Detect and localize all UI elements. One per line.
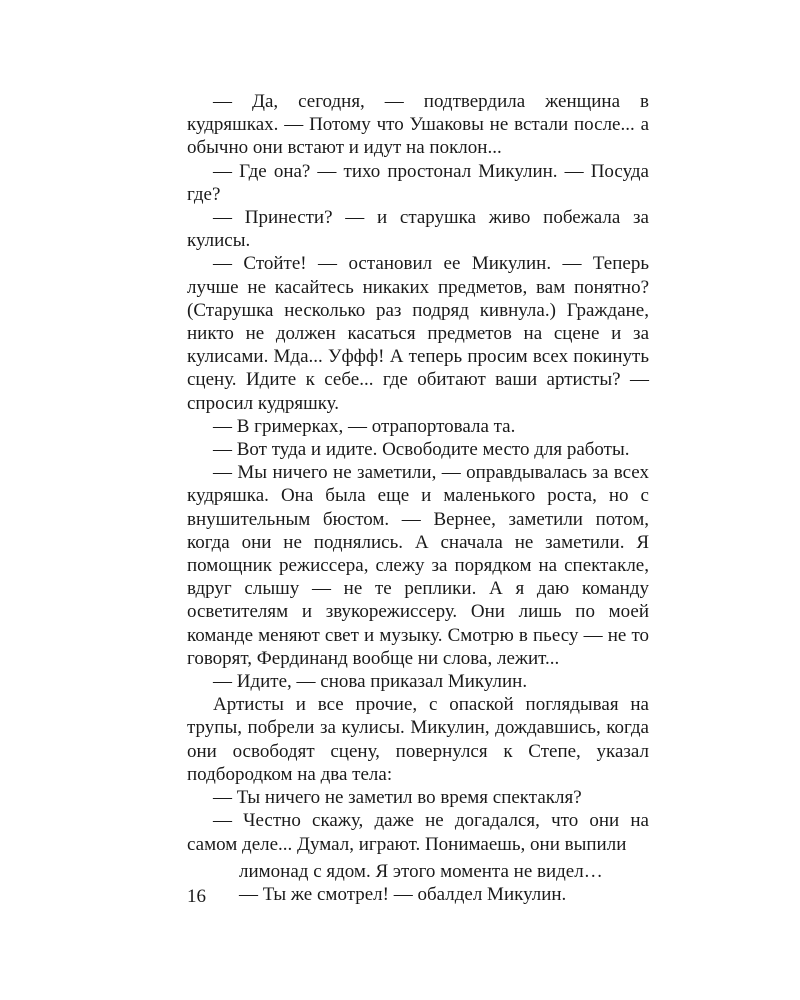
paragraph: — Честно скажу, даже не догадался, что они на самом деле... Думал, играют. Понимаешь, они выпили bbox=[187, 810, 649, 855]
paragraph: — Ты ничего не заметил во время спектакля? bbox=[213, 787, 582, 809]
page-tail-text bbox=[187, 860, 649, 906]
paragraph: — Мы ничего не заметили, — оправдывалась за всех кудряшка. Она была еще и маленького роста, но с внушительным бюстом. — Вернее, заметили потом, когда они не поднялись. А сначала не заметили. Я помощник режиссера, слежу за порядком на спектакле, вдруг слышу — не те реплики. А я даю команду осветителям и звукорежиссеру. Они лишь по моей команде меняют свет и музыку. Смотрю в пьесу — не то говорят, Фердинанд вообще ни слова, лежит... bbox=[187, 462, 649, 669]
tail-line: лимонад с ядом. Я этого момента не видел… bbox=[239, 861, 603, 882]
paragraph: — Стойте! — остановил ее Микулин. — Теперь лучше не касайтесь никаких предметов, вам понятно? (Старушка несколько раз подряд кивнула.) Граждане, никто не должен касаться предметов на сцене и за кулисами. Мда... Уффф! А теперь просим всех покинуть сцену. Идите к себе... где обитают ваши артисты? — спросил кудряшку. bbox=[187, 253, 649, 414]
main-text-block bbox=[187, 90, 649, 856]
paragraph: — Вот туда и идите. Освободите место для работы. bbox=[213, 439, 630, 461]
paragraph: — Принести? — и старушка живо побежала за кулисы. bbox=[187, 207, 649, 252]
paragraph: — В гримерках, — отрапортовала та. bbox=[213, 415, 516, 437]
paragraph: — Где она? — тихо простонал Микулин. — Посуда где? bbox=[187, 160, 649, 205]
paragraph: — Идите, — снова приказал Микулин. bbox=[213, 671, 528, 693]
paragraph: Артисты и все прочие, с опаской поглядывая на трупы, побрели за кулисы. Микулин, дождавшись, когда они освободят сцену, повернулся к Степе, указал подбородком на два тела: bbox=[187, 694, 649, 785]
page-number: 16 bbox=[187, 886, 206, 907]
tail-line: — Ты же смотрел! — обалдел Микулин. bbox=[239, 884, 567, 906]
paragraph: — Да, сегодня, — подтвердила женщина в кудряшках. — Потому что Ушаковы не встали после... а обычно они встают и идут на поклон... bbox=[187, 91, 649, 159]
